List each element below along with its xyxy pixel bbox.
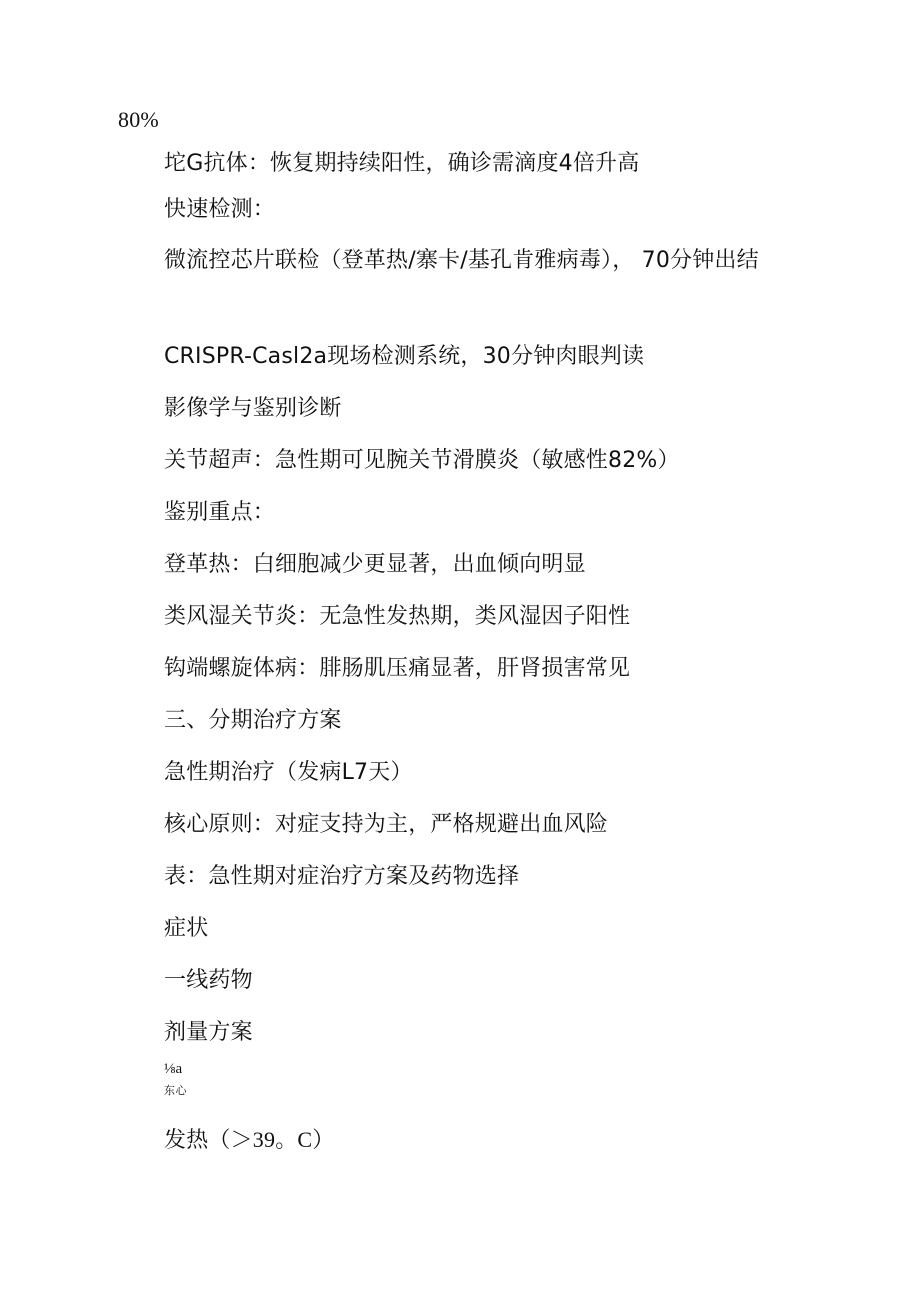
- core-principle-line: 核心原则：对症支持为主，严格规避出血风险: [164, 812, 609, 837]
- igg-antibody-line: 坨G抗体：恢复期持续阳性，确诊需滴度4倍升高: [164, 151, 640, 176]
- ocr-fragment-a: ⅛a: [164, 1061, 183, 1077]
- rapid-test-heading: 快速检测：: [164, 197, 276, 222]
- table-header-dosage: 剂量方案: [164, 1020, 253, 1045]
- leptospirosis-line: 钩端螺旋体病：腓肠肌压痛显著，肝肾损害常见: [164, 656, 631, 681]
- ocr-fragment-b: 东心: [164, 1084, 187, 1097]
- acute-treatment-heading: 急性期治疗（发病L7天）: [164, 760, 413, 785]
- table-caption: 表：急性期对症治疗方案及药物选择: [164, 864, 520, 889]
- percentage-text: 80%: [118, 107, 159, 132]
- crispr-line: CRISPR-Casl2a现场检测系统，30分钟肉眼判读: [164, 344, 645, 369]
- fever-row-label: 发热（＞39。C）: [164, 1127, 335, 1152]
- section-heading: 三、分期治疗方案: [164, 708, 342, 733]
- differential-heading: 鉴别重点：: [164, 500, 276, 525]
- microfluidic-line: 微流控芯片联检（登革热/寨卡/基孔肯雅病毒）， 70分钟出结: [164, 248, 759, 273]
- imaging-heading: 影像学与鉴别诊断: [164, 396, 342, 421]
- dengue-line: 登革热：白细胞减少更显著，出血倾向明显: [164, 552, 586, 577]
- table-header-symptom: 症状: [164, 916, 209, 941]
- joint-ultrasound-line: 关节超声：急性期可见腕关节滑膜炎（敏感性82%）: [164, 448, 680, 473]
- table-header-first-line-drug: 一线药物: [164, 968, 253, 993]
- ra-line: 类风湿关节炎：无急性发热期，类风湿因子阳性: [164, 604, 631, 629]
